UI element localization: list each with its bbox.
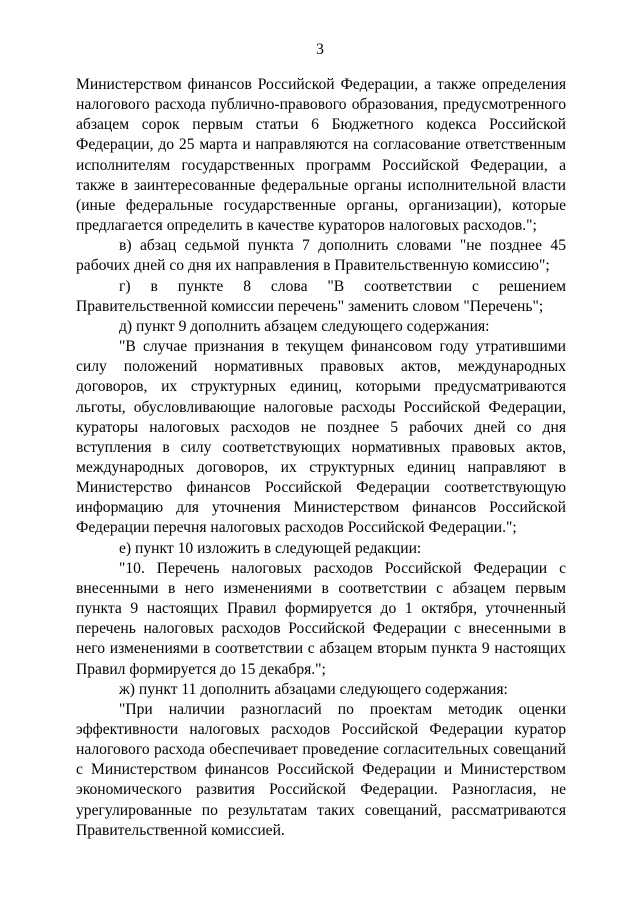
paragraph: "В случае признания в текущем финансовом году утратившими силу положений нормативных правовых актов, международных договоров, их структурных единиц, которыми предусматриваются льготы, обусловливающие налоговые расходы Российской Федерации, кураторы налоговых расходов не позднее 5 рабочих дней со дня вступления в силу соответствующих нормативных правовых актов, международных договоров, их структурных единиц направляют в Министерство финансов Российской Федерации соответствующую информацию для уточнения Министерством финансов Российской Федерации перечня налоговых расходов Российской Федерации."; <box>76 338 566 537</box>
paragraph: "При наличии разногласий по проектам методик оценки эффективности налоговых расходов Российской Федерации куратор налогового расхода обеспечивает проведение согласительных совещаний с Министерством финансов Российской Федерации и Министерством экономического развития Российской Федерации. Разногласия, не урегулированные по результатам таких совещаний, рассматриваются Правительственной комиссией. <box>76 700 566 839</box>
page-number: 3 <box>316 41 324 58</box>
paragraph: в) абзац седьмой пункта 7 дополнить словами "не позднее 45 рабочих дней со дня их направления в Правительственную комиссию"; <box>76 237 566 275</box>
paragraph: д) пункт 9 дополнить абзацем следующего содержания: <box>119 317 490 335</box>
paragraph: ж) пункт 11 дополнить абзацами следующего содержания: <box>119 680 508 698</box>
document-body <box>76 75 566 841</box>
paragraph: е) пункт 10 изложить в следующей редакции: <box>119 539 422 557</box>
paragraph: Министерством финансов Российской Федерации, а также определения налогового расхода публично-правового образования, предусмотренного абзацем сорок первым статьи 6 Бюджетного кодекса Российской Федерации, до 25 марта и направляются на согласование ответственным исполнителям государственных программ Российской Федерации, а также в заинтересованные федеральные органы исполнительной власти (иные федеральные государственные органы, организации), которые предлагается определить в качестве кураторов налоговых расходов."; <box>76 76 566 235</box>
paragraph: г) в пункте 8 слова "В соответствии с решением Правительственной комиссии перечень" заменить словом "Перечень"; <box>76 277 566 315</box>
paragraph: "10. Перечень налоговых расходов Российской Федерации с внесенными в него изменениями в соответствии с абзацем первым пункта 9 настоящих Правил формируется до 1 октября, уточненный перечень налоговых расходов Российской Федерации с внесенными в него изменениями в соответствии с абзацем вторым пункта 9 настоящих Правил формируется до 15 декабря."; <box>76 559 566 678</box>
